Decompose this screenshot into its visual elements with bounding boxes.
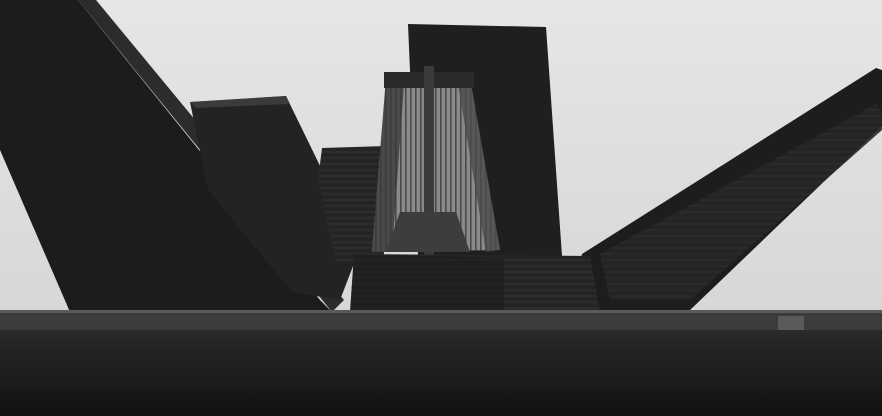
base-slab-edge bbox=[0, 310, 882, 313]
podium-shadow bbox=[350, 254, 504, 312]
base-slab bbox=[0, 330, 882, 416]
small-block-on-slab bbox=[778, 316, 804, 330]
tower-entrance bbox=[386, 212, 470, 252]
base-slab-top bbox=[0, 310, 882, 332]
